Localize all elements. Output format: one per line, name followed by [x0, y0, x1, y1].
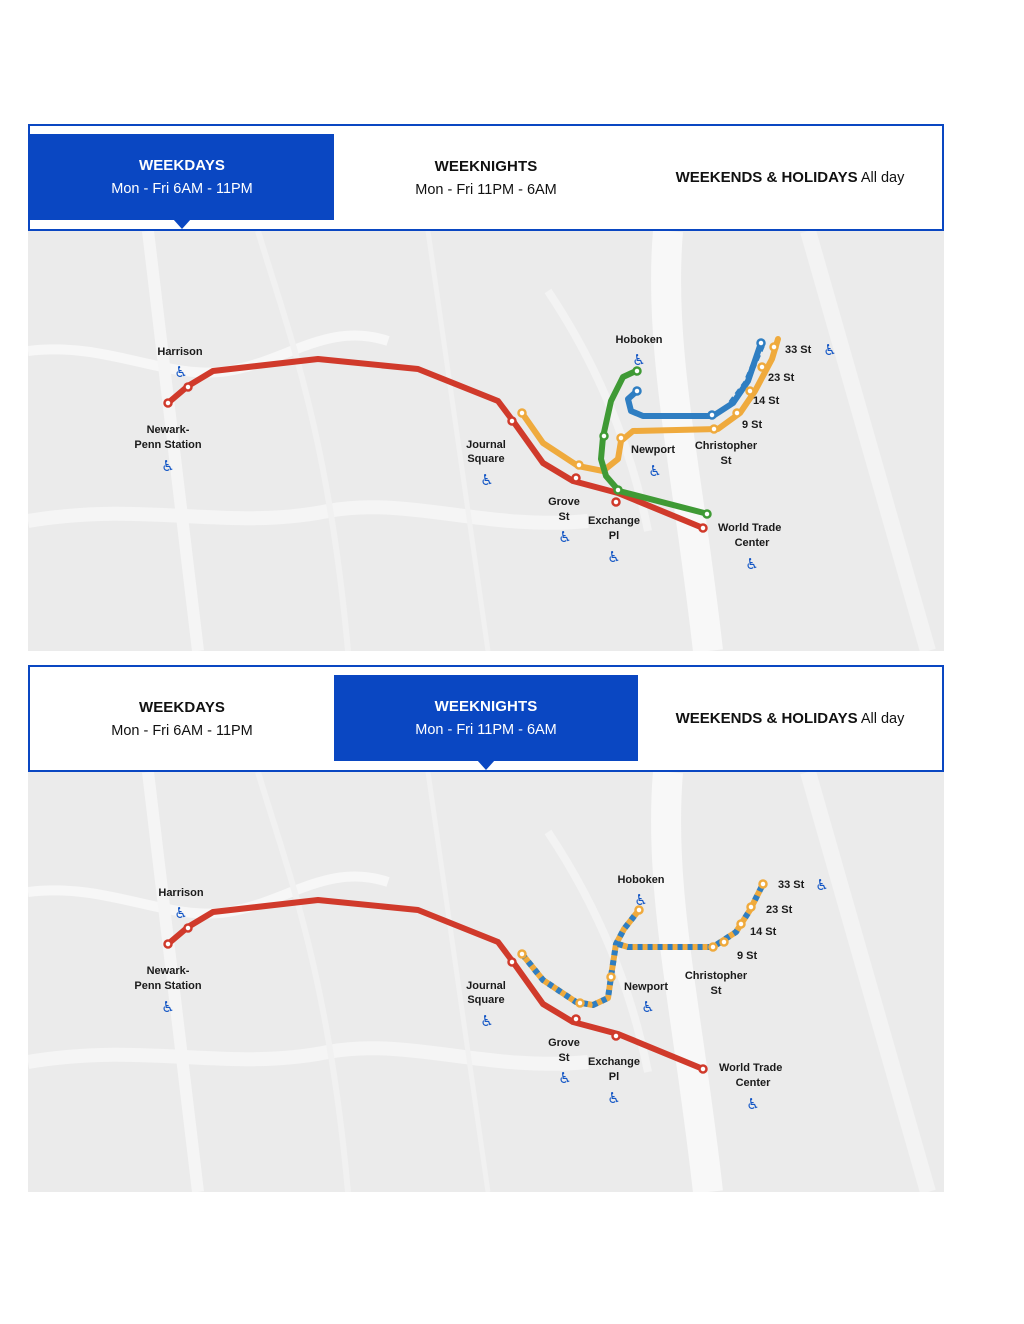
label-journal-1: Journal: [466, 439, 506, 451]
accessible-icon-33st: ♿: [823, 341, 837, 359]
accessible-icon-wtc: ♿: [745, 555, 759, 573]
station-dot-grove-red[interactable]: [573, 1016, 580, 1023]
label-grove-1: Grove: [548, 496, 580, 508]
label-14st: 14 St: [750, 926, 777, 938]
weeknights-service-panel: [28, 665, 944, 1192]
tab-weekdays-title: WEEKDAYS: [138, 698, 226, 716]
label-christopher-1: Christopher: [694, 440, 758, 452]
map-canvas: [28, 772, 944, 1192]
label-exchange-1: Exchange: [588, 1056, 640, 1068]
accessible-icon-exchange: ♿: [607, 1089, 621, 1107]
tab-weeknights[interactable]: [334, 126, 638, 229]
accessible-icon-newark: ♿: [161, 457, 175, 475]
tab-weekends[interactable]: [638, 126, 942, 229]
label-christopher-2: St: [720, 455, 732, 467]
label-grove-2: St: [558, 511, 570, 523]
tab-weeknights-title: WEEKNIGHTS: [434, 157, 538, 175]
label-wtc-2: Center: [735, 1077, 771, 1089]
accessible-icon-wtc: ♿: [746, 1095, 760, 1113]
station-dot-christopher-blue[interactable]: [709, 412, 716, 419]
station-dot-harrison[interactable]: [185, 925, 192, 932]
blue-line-path: [628, 343, 761, 416]
station-dot-exchange-red[interactable]: [613, 1033, 620, 1040]
label-newark-2: Penn Station: [134, 980, 202, 992]
tab-weekends-hours: All day: [860, 711, 905, 727]
tab-weeknights-hours: Mon - Fri 11PM - 6AM: [415, 722, 557, 738]
tab-weeknights-title: WEEKNIGHTS: [434, 698, 538, 715]
tab-weekends[interactable]: [638, 667, 942, 770]
label-23st: 23 St: [766, 904, 793, 916]
accessible-icon-grove: ♿: [558, 528, 572, 546]
label-wtc-1: World Trade: [719, 1062, 783, 1074]
label-33st: 33 St: [778, 879, 805, 891]
route-map-weeknights: [28, 772, 944, 1192]
station-dot-newport-combined[interactable]: [608, 974, 615, 981]
label-harrison: Harrison: [158, 887, 204, 899]
accessible-icon-journal-square: ♿: [480, 1012, 494, 1030]
station-dot-grove-yellow[interactable]: [576, 462, 583, 469]
station-dot-33st-yellow[interactable]: [771, 344, 778, 351]
label-hoboken: Hoboken: [615, 334, 663, 346]
station-dot-9st[interactable]: [734, 410, 741, 417]
station-dot-christopher-yellow[interactable]: [711, 426, 718, 433]
label-journal-2: Square: [467, 453, 505, 465]
station-dot-33st[interactable]: [760, 881, 767, 888]
label-33st: 33 St: [785, 344, 812, 356]
station-dot-grove-red[interactable]: [573, 475, 580, 482]
station-dot-newport-green[interactable]: [601, 433, 608, 440]
station-dot-journal-square-red[interactable]: [509, 418, 516, 425]
label-9st: 9 St: [737, 950, 758, 962]
label-journal-2: Square: [467, 994, 505, 1006]
schedule-tabs: [28, 124, 944, 231]
station-dot-14st[interactable]: [747, 388, 754, 395]
label-exchange-1: Exchange: [588, 515, 640, 527]
label-wtc-2: Center: [734, 537, 770, 549]
tab-weekdays-hours: Mon - Fri 6AM - 11PM: [111, 722, 253, 739]
station-dot-newark[interactable]: [165, 941, 172, 948]
accessible-icon-33st: ♿: [815, 876, 829, 894]
station-dot-23st[interactable]: [748, 904, 755, 911]
label-14st: 14 St: [753, 395, 780, 407]
tab-weekends-title: WEEKENDS & HOLIDAYS: [675, 710, 858, 727]
station-dot-wtc-green[interactable]: [704, 511, 711, 518]
tab-weekends-title: WEEKENDS & HOLIDAYS: [675, 169, 858, 186]
label-hoboken: Hoboken: [617, 874, 665, 886]
accessible-icon-hoboken: ♿: [634, 891, 648, 909]
tab-weekdays[interactable]: [30, 667, 334, 770]
station-dot-exchange-red[interactable]: [613, 499, 620, 506]
label-newark-1: Newark-: [146, 965, 190, 977]
label-newport: Newport: [631, 444, 675, 456]
accessible-icon-newport: ♿: [641, 998, 655, 1016]
label-9st: 9 St: [742, 419, 763, 431]
map-canvas: [28, 231, 944, 651]
route-map-weekdays: [28, 231, 944, 651]
station-dot-23st[interactable]: [759, 364, 766, 371]
tab-weekends-hours: All day: [860, 170, 905, 186]
label-newark-2: Penn Station: [134, 439, 202, 451]
active-tab-pointer: [173, 219, 191, 229]
station-dot-33st-blue[interactable]: [758, 340, 765, 347]
label-harrison: Harrison: [157, 346, 203, 358]
label-journal-1: Journal: [466, 980, 506, 992]
station-dot-wtc-red[interactable]: [700, 1066, 707, 1073]
label-christopher-2: St: [710, 985, 722, 997]
station-dot-journal-square-combined[interactable]: [519, 951, 526, 958]
tab-weekdays-title: WEEKDAYS: [138, 157, 226, 174]
station-dot-9st[interactable]: [721, 939, 728, 946]
label-newport: Newport: [624, 981, 668, 993]
station-dot-journal-square-red[interactable]: [509, 959, 516, 966]
tab-weekdays[interactable]: [30, 134, 334, 220]
accessible-icon-harrison: ♿: [174, 904, 188, 922]
tab-weeknights[interactable]: [334, 675, 638, 761]
label-23st: 23 St: [768, 372, 795, 384]
tab-weekdays-hours: Mon - Fri 6AM - 11PM: [111, 181, 253, 197]
label-grove-2: St: [558, 1052, 570, 1064]
weekdays-service-panel: [28, 124, 944, 651]
active-tab-pointer: [477, 760, 495, 770]
label-exchange-2: Pl: [608, 530, 620, 542]
station-dot-newport-yellow[interactable]: [618, 435, 625, 442]
accessible-icon-exchange: ♿: [607, 548, 621, 566]
accessible-icon-hoboken: ♿: [632, 351, 646, 369]
station-dot-journal-square-yellow[interactable]: [519, 410, 526, 417]
accessible-icon-newark: ♿: [161, 998, 175, 1016]
station-dot-harrison[interactable]: [185, 384, 192, 391]
accessible-icon-grove: ♿: [558, 1069, 572, 1087]
station-dot-grove-combined[interactable]: [577, 1000, 584, 1007]
label-wtc-1: World Trade: [718, 522, 782, 534]
label-newark-1: Newark-: [146, 424, 190, 436]
accessible-icon-journal-square: ♿: [480, 471, 494, 489]
accessible-icon-harrison: ♿: [174, 363, 188, 381]
label-exchange-2: Pl: [608, 1071, 620, 1083]
station-dot-wtc-red[interactable]: [700, 525, 707, 532]
accessible-icon-newport: ♿: [648, 462, 662, 480]
tab-weeknights-hours: Mon - Fri 11PM - 6AM: [415, 181, 557, 198]
label-christopher-1: Christopher: [684, 970, 748, 982]
schedule-tabs: [28, 665, 944, 772]
station-dot-newark[interactable]: [165, 400, 172, 407]
station-dot-christopher-combined[interactable]: [710, 944, 717, 951]
station-dot-hoboken-blue[interactable]: [634, 388, 641, 395]
station-dot-exchange-green[interactable]: [615, 487, 622, 494]
station-dot-14st[interactable]: [738, 921, 745, 928]
label-grove-1: Grove: [548, 1037, 580, 1049]
